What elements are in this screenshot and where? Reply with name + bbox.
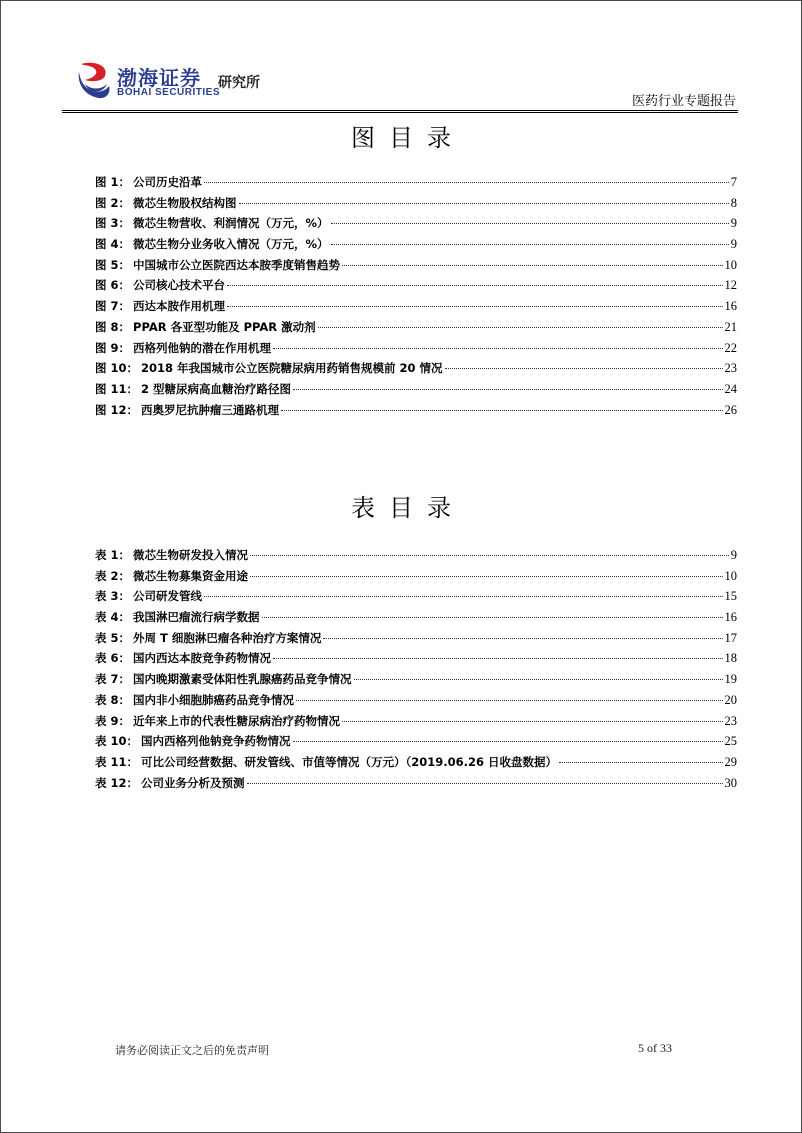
entry-separator: ：: [118, 195, 131, 210]
dot-leader: [273, 348, 722, 349]
entry-title: 公司核心技术平台: [133, 278, 226, 293]
entry-page-number: 20: [724, 692, 737, 707]
entry-page-number: 29: [724, 754, 737, 769]
entry-page-number: 9: [730, 548, 737, 562]
entry-separator: ：: [118, 175, 131, 189]
entry-page-number: 16: [724, 299, 737, 314]
entry-title: 国内西达本胺竞争药物情况: [133, 651, 272, 666]
entry-title: 2018 年我国城市公立医院糖尿病用药销售规模前 20 情况: [141, 361, 443, 376]
entry-title: 西达本胺作用机理: [133, 299, 226, 314]
entry-label: 图 3: [95, 216, 119, 231]
tables-toc-entry[interactable]: [95, 669, 737, 690]
entry-title: 微芯生物研发投入情况: [133, 548, 249, 562]
entry-page-number: 30: [724, 775, 737, 790]
entry-title: 公司研发管线: [133, 589, 203, 604]
entry-separator: ：: [118, 548, 131, 562]
entry-page-number: 9: [730, 216, 737, 231]
entry-label: 表 4: [95, 610, 119, 625]
entry-title: 西奥罗尼抗肿瘤三通路机理: [141, 402, 280, 417]
dot-leader: [445, 368, 723, 369]
tables-toc-entry[interactable]: [95, 566, 737, 587]
entry-title: 可比公司经营数据、研发管线、市值等情况（万元）（2019.06.26 日收盘数据）: [141, 754, 558, 769]
entry-title: 国内西格列他钠竞争药物情况: [141, 734, 291, 749]
entry-title: 西格列他钠的潜在作用机理: [133, 340, 272, 355]
brand-name-en: BOHAI SECURITIES: [117, 87, 221, 98]
entry-title: 我国淋巴瘤流行病学数据: [133, 610, 260, 625]
entry-title: 公司历史沿革: [133, 175, 203, 189]
entry-title: PPAR 各亚型功能及 PPAR 激动剂: [133, 319, 316, 334]
entry-label: 图 9: [95, 340, 119, 355]
entry-separator: ：: [118, 340, 131, 355]
tables-toc-list: [95, 545, 737, 793]
dot-leader: [323, 638, 722, 639]
entry-label: 图 7: [95, 299, 119, 314]
entry-page-number: 19: [724, 672, 737, 687]
entry-label: 表 5: [95, 630, 119, 645]
entry-label: 图 10: [95, 361, 127, 376]
dot-leader: [262, 617, 723, 618]
tables-toc-entry[interactable]: [95, 752, 737, 773]
header-divider: [62, 110, 738, 111]
entry-page-number: 7: [730, 175, 737, 189]
entry-page-number: 22: [724, 340, 737, 355]
tables-toc-entry[interactable]: [95, 773, 737, 794]
entry-title: 微芯生物募集资金用途: [133, 568, 249, 583]
entry-label: 表 12: [95, 775, 127, 790]
disclaimer-note: 请务必阅读正文之后的免责声明: [115, 1044, 269, 1057]
entry-label: 表 9: [95, 713, 119, 728]
dot-leader: [293, 389, 722, 390]
entry-title: 微芯生物营收、利润情况（万元，%）: [133, 216, 329, 231]
entry-separator: ：: [118, 568, 131, 583]
dot-leader: [247, 783, 723, 784]
dot-leader: [250, 555, 729, 556]
entry-page-number: 23: [724, 713, 737, 728]
entry-separator: ：: [118, 692, 131, 707]
entry-separator: ：: [126, 402, 139, 417]
tables-toc-title: 表目录: [351, 494, 465, 522]
figures-toc-entry[interactable]: [95, 358, 737, 379]
entry-separator: ：: [118, 651, 131, 666]
figures-toc-entry[interactable]: [95, 379, 737, 400]
entry-label: 表 10: [95, 734, 127, 749]
entry-page-number: 12: [724, 278, 737, 293]
entry-separator: ：: [118, 589, 131, 604]
entry-title: 微芯生物股权结构图: [133, 195, 237, 210]
tables-toc-entry[interactable]: [95, 628, 737, 649]
entry-label: 表 7: [95, 672, 119, 687]
entry-page-number: 21: [724, 319, 737, 334]
entry-separator: ：: [118, 299, 131, 314]
dot-leader: [318, 327, 723, 328]
dot-leader: [296, 700, 722, 701]
dot-leader: [273, 658, 722, 659]
entry-title: 近年来上市的代表性糖尿病治疗药物情况: [133, 713, 341, 728]
figures-toc-entry[interactable]: [95, 338, 737, 359]
entry-page-number: 17: [724, 630, 737, 645]
tables-toc-entry[interactable]: [95, 586, 737, 607]
header-divider-secondary: [62, 112, 738, 113]
entry-label: 图 11: [95, 381, 127, 396]
entry-separator: ：: [126, 754, 139, 769]
entry-page-number: 15: [724, 589, 737, 604]
entry-label: 图 4: [95, 237, 119, 252]
figures-toc-entry[interactable]: [95, 193, 737, 214]
entry-title: 国内非小细胞肺癌药品竞争情况: [133, 692, 295, 707]
entry-title: 微芯生物分业务收入情况（万元，%）: [133, 237, 329, 252]
figures-toc-entry[interactable]: [95, 234, 737, 255]
entry-page-number: 25: [724, 734, 737, 749]
brand-name-cn: 渤海证券: [117, 66, 201, 90]
entry-title: 国内晚期激素受体阳性乳腺癌药品竞争情况: [133, 672, 352, 687]
institute-label: 研究所: [218, 75, 260, 91]
figures-toc-entry[interactable]: [95, 275, 737, 296]
entry-label: 表 2: [95, 568, 119, 583]
dot-leader: [559, 762, 722, 763]
entry-separator: ：: [118, 319, 131, 334]
dot-leader: [354, 679, 723, 680]
tables-toc-entry[interactable]: [95, 648, 737, 669]
dot-leader: [281, 410, 722, 411]
entry-separator: ：: [118, 257, 131, 272]
entry-title: 外周 T 细胞淋巴瘤各种治疗方案情况: [133, 630, 322, 645]
entry-label: 表 8: [95, 692, 119, 707]
tables-toc-entry[interactable]: [95, 545, 737, 566]
entry-page-number: 24: [724, 381, 737, 396]
dot-leader: [239, 203, 729, 204]
entry-label: 图 6: [95, 278, 119, 293]
entry-title: 中国城市公立医院西达本胺季度销售趋势: [133, 257, 341, 272]
tables-toc-entry[interactable]: [95, 731, 737, 752]
entry-label: 图 2: [95, 195, 119, 210]
report-type: 医药行业专题报告: [631, 94, 736, 109]
entry-page-number: 18: [724, 651, 737, 666]
entry-label: 表 3: [95, 589, 119, 604]
entry-page-number: 26: [724, 402, 737, 417]
entry-separator: ：: [118, 278, 131, 293]
dot-leader: [227, 306, 722, 307]
dot-leader: [204, 596, 722, 597]
entry-separator: ：: [118, 672, 131, 687]
dot-leader: [204, 182, 729, 183]
tables-toc-entry[interactable]: [95, 711, 737, 732]
figures-toc-list: [95, 172, 737, 420]
dot-leader: [227, 285, 722, 286]
tables-toc-entry[interactable]: [95, 690, 737, 711]
bohai-logo-icon: [75, 60, 111, 100]
entry-separator: ：: [118, 216, 131, 231]
entry-label: 图 8: [95, 319, 119, 334]
dot-leader: [342, 265, 722, 266]
figures-toc-entry[interactable]: [95, 400, 737, 421]
dot-leader: [342, 721, 722, 722]
entry-separator: ：: [118, 630, 131, 645]
entry-label: 图 5: [95, 257, 119, 272]
entry-label: 表 1: [95, 548, 119, 562]
dot-leader: [250, 576, 722, 577]
entry-label: 图 1: [95, 175, 119, 189]
figures-toc-title: 图目录: [351, 124, 465, 152]
entry-page-number: 16: [724, 610, 737, 625]
entry-page-number: 9: [730, 237, 737, 252]
entry-page-number: 23: [724, 361, 737, 376]
entry-separator: ：: [118, 237, 131, 252]
figures-toc-entry[interactable]: [95, 172, 737, 193]
entry-page-number: 8: [730, 195, 737, 210]
entry-separator: ：: [118, 713, 131, 728]
entry-page-number: 10: [724, 568, 737, 583]
figures-toc-entry[interactable]: [95, 296, 737, 317]
entry-separator: ：: [118, 610, 131, 625]
entry-label: 图 12: [95, 402, 127, 417]
company-logo: [75, 60, 315, 104]
entry-separator: ：: [126, 381, 139, 396]
entry-label: 表 11: [95, 754, 127, 769]
dot-leader: [331, 223, 729, 224]
page-indicator: 5 of 33: [638, 1041, 672, 1055]
tables-toc-entry[interactable]: [95, 607, 737, 628]
entry-title: 2 型糖尿病高血糖治疗路径图: [141, 381, 292, 396]
figures-toc-entry[interactable]: [95, 213, 737, 234]
entry-separator: ：: [126, 734, 139, 749]
figures-toc-entry[interactable]: [95, 317, 737, 338]
figures-toc-entry[interactable]: [95, 255, 737, 276]
entry-label: 表 6: [95, 651, 119, 666]
entry-separator: ：: [126, 775, 139, 790]
dot-leader: [331, 244, 729, 245]
dot-leader: [293, 741, 723, 742]
entry-separator: ：: [126, 361, 139, 376]
entry-page-number: 10: [724, 257, 737, 272]
entry-title: 公司业务分析及预测: [141, 775, 245, 790]
